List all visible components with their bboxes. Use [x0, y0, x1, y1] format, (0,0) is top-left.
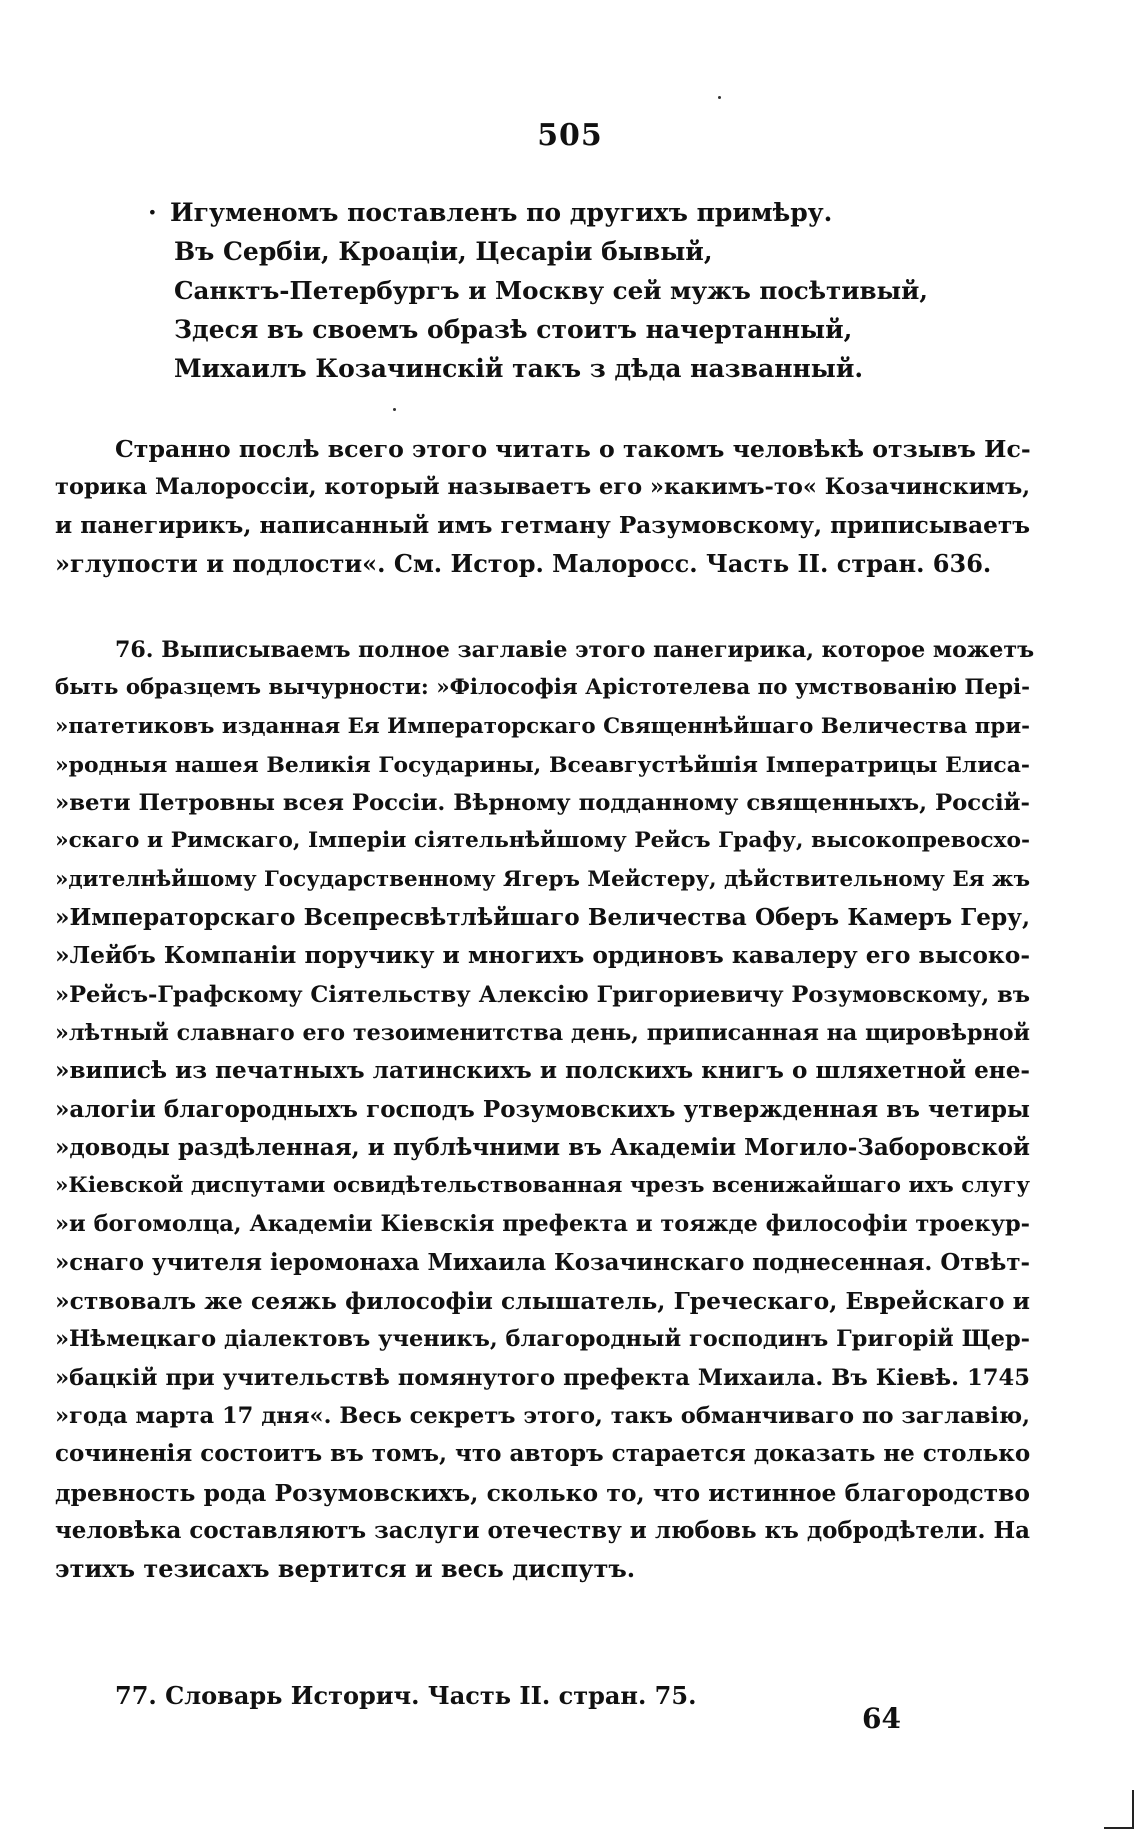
text-line: »Нѣмецкаго діалектовъ ученикъ, благородный господинъ Григорій Щер-	[55, 1326, 1030, 1353]
text-line: »и богомолца, Академіи Кіевскія префекта и тояжде философіи троекур-	[55, 1211, 1030, 1238]
text-line: »года марта 17 дня«. Весь секретъ этого, такъ обманчиваго по заглавію,	[55, 1402, 1030, 1429]
verse-line: Въ Сербіи, Кроаціи, Цесаріи бывый,	[174, 237, 713, 266]
scan-speck	[718, 96, 721, 99]
text-line: »дителнѣйшому Государственному Ягеръ Мейстеру, дѣйствительному Ея жъ	[55, 866, 1030, 892]
text-line: »родныя нашея Великія Государины, Всеавгустѣйшія Імператрицы Елиса-	[55, 751, 1030, 778]
text-line: »Кіевской диспутами освидѣтельствованная чрезъ всенижайшаго ихъ слугу	[55, 1173, 1030, 1199]
text-line: »скаго и Римскаго, Імперіи сіятельнѣйшому Рейсъ Графу, высокопревосхо-	[55, 828, 1030, 854]
text-line: »доводы раздѣленная, и публѣчними въ Академіи Могило-Заборовской	[55, 1133, 1030, 1161]
text-line: »Императорскаго Всепресвѣтлѣйшаго Величества Оберъ Камеръ Геру,	[55, 904, 1030, 932]
text-line: человѣка составляютъ заслуги отечеству и любовь къ добродѣтели. На	[55, 1516, 1030, 1544]
text-line: торика Малороссіи, который называетъ его »какимъ-то« Козачинскимъ,	[55, 474, 1031, 501]
text-line: 76. Выписываемъ полное заглавіе этого панегирика, которое можетъ	[115, 637, 1035, 663]
text-line: »ствовалъ же сеяжь философіи слышатель, Греческаго, Еврейскаго и	[55, 1287, 1030, 1316]
verse-block	[148, 193, 928, 388]
footnote-76	[55, 631, 1035, 1588]
verse-bullet: ·	[148, 198, 157, 227]
text-line: Странно послѣ всего этого читать о такомъ человѣкѣ отзывъ Ис-	[115, 435, 1031, 463]
signature-mark: 64	[862, 1702, 901, 1735]
text-line: и панегирикъ, написанный имъ гетману Разумовскому, приписываетъ	[55, 511, 1031, 539]
text-line: »бацкій при учительствѣ помянутого префекта Михаила. Въ Кіевѣ. 1745	[55, 1364, 1030, 1391]
text-line: »снаго учителя іеромонаха Михаила Козачинскаго поднесенная. Отвѣт-	[55, 1249, 1031, 1276]
text-line: »патетиковъ изданная Ея Императорскаго Священнѣйшаго Величества при-	[55, 713, 1030, 739]
scan-edge-mark	[1104, 1827, 1134, 1829]
scan-speck	[393, 408, 396, 411]
text-line: »вети Петровны всея Россіи. Вѣрному подданному священныхъ, Россій-	[55, 790, 1030, 817]
verse-line: Игуменомъ поставленъ по другихъ примѣру.	[170, 198, 833, 227]
commentary-paragraph	[55, 430, 1030, 583]
verse-line: Здеся въ своемъ образѣ стоитъ начертанный,	[174, 315, 853, 344]
text-line: »глупости и подлости«. См. Истор. Малоросс. Часть II. стран. 636.	[55, 548, 992, 578]
text-line: сочиненія состоитъ въ томъ, что авторъ старается доказать не столько	[55, 1440, 1031, 1468]
text-line: »лѣтный славнаго его тезоименитства день, приписанная на щировѣрной	[55, 1019, 1030, 1046]
text-line: быть образцемъ вычурности: »Філософія Арістотелева по умствованію Перi-	[55, 675, 1030, 701]
text-line: этихъ тезисахъ вертится и весь диспутъ.	[55, 1554, 636, 1584]
text-line: »виписѣ из печатныхъ латинскихъ и полскихъ книгъ о шляхетной ене-	[55, 1057, 1030, 1085]
footnote-77: 77. Словарь Историч. Часть II. стран. 75.	[115, 1681, 697, 1710]
text-line: »Рейсъ-Графскому Сіятельству Алексію Григориевичу Розумовскому, въ	[55, 981, 1030, 1008]
text-line: »алогіи благородныхъ господъ Розумовскихъ утвержденная въ четиры	[55, 1095, 1030, 1123]
verse-line: Санктъ-Петербургъ и Москву сей мужъ посѣтивый,	[174, 276, 928, 305]
verse-line: Михаилъ Козачинскій такъ з дѣда названный.	[174, 354, 864, 383]
text-line: »Лейбъ Компаніи поручику и многихъ ординовъ кавалеру его высоко-	[55, 942, 1030, 970]
scan-edge-mark	[1132, 1790, 1134, 1828]
text-line: древность рода Розумовскихъ, сколько то, что истинное благородство	[55, 1478, 1030, 1507]
page-number: 505	[537, 118, 603, 153]
